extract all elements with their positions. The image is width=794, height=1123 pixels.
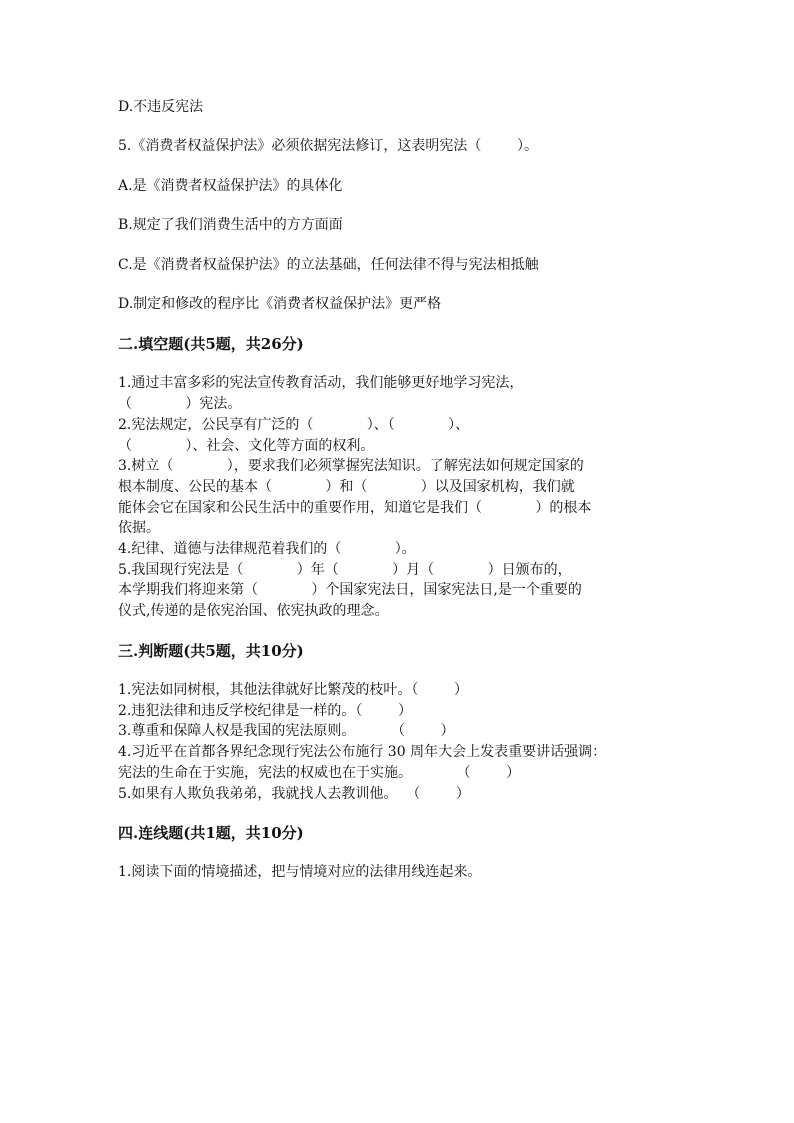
true-false-line: 宪法的生命在于实施，宪法的权威也在于实施。 （ ） — [118, 765, 521, 781]
q5-option-a: A.是《消费者权益保护法》的具体化 — [118, 178, 343, 194]
true-false-line: 3.尊重和保障人权是我国的宪法原则。 （ ） — [118, 723, 455, 739]
q5-option-c: C.是《消费者权益保护法》的立法基础，任何法律不得与宪法相抵触 — [118, 257, 539, 273]
fill-blank-line: 能体会它在国家和公民生活中的重要作用，知道它是我们（ ）的根本 — [118, 500, 592, 516]
fill-blank-line: 仪式,传递的是依宪治国、依宪执政的理念。 — [118, 603, 389, 619]
fill-blank-line: 4.纪律、道德与法律规范着我们的（ ）。 — [118, 541, 416, 557]
section-heading-true-false: 三.判断题(共5题，共10分) — [118, 642, 304, 660]
q5-option-d: D.制定和修改的程序比《消费者权益保护法》更严格 — [118, 296, 442, 312]
matching-line: 1.阅读下面的情境描述，把与情境对应的法律用线连起来。 — [118, 864, 482, 880]
true-false-line: 2.违犯法律和违反学校纪律是一样的。（ ） — [118, 703, 412, 719]
fill-blank-line: （ ）宪法。 — [118, 396, 242, 412]
fill-blank-line: 根本制度、公民的基本（ ）和（ ）以及国家机构，我们就 — [118, 479, 575, 495]
q4-option-d: D.不违反宪法 — [118, 99, 204, 115]
section-heading-matching: 四.连线题(共1题，共10分) — [118, 824, 304, 842]
fill-blank-line: 5.我国现行宪法是（ ）年（ ）月（ ）日颁布的， — [118, 562, 572, 578]
true-false-line: 4.习近平在首都各界纪念现行宪法公布施行 30 周年大会上发表重要讲话强调： — [118, 744, 607, 760]
fill-blank-line: 依据。 — [118, 520, 160, 536]
section-heading-fill-blank: 二.填空题(共5题，共26分) — [118, 335, 304, 353]
fill-blank-line: 3.树立（ ），要求我们必须掌握宪法知识。了解宪法如何规定国家的 — [118, 458, 584, 474]
q5-option-b: B.规定了我们消费生活中的方方面面 — [118, 217, 343, 233]
q5-question: 5.《消费者权益保护法》必须依据宪法修订，这表明宪法（ ）。 — [118, 138, 538, 154]
true-false-line: 5.如果有人欺负我弟弟，我就找人去教训他。 （ ） — [118, 786, 470, 802]
fill-blank-line: 2.宪法规定，公民享有广泛的（ ）、（ ）、 — [118, 417, 470, 433]
fill-blank-line: 1.通过丰富多彩的宪法宣传教育活动，我们能够更好地学习宪法， — [118, 375, 524, 391]
fill-blank-line: （ ）、社会、文化等方面的权利。 — [118, 438, 375, 454]
fill-blank-line: 本学期我们将迎来第（ ）个国家宪法日，国家宪法日,是一个重要的 — [118, 582, 582, 598]
true-false-line: 1.宪法如同树根，其他法律就好比繁茂的枝叶。（ ） — [118, 682, 468, 698]
